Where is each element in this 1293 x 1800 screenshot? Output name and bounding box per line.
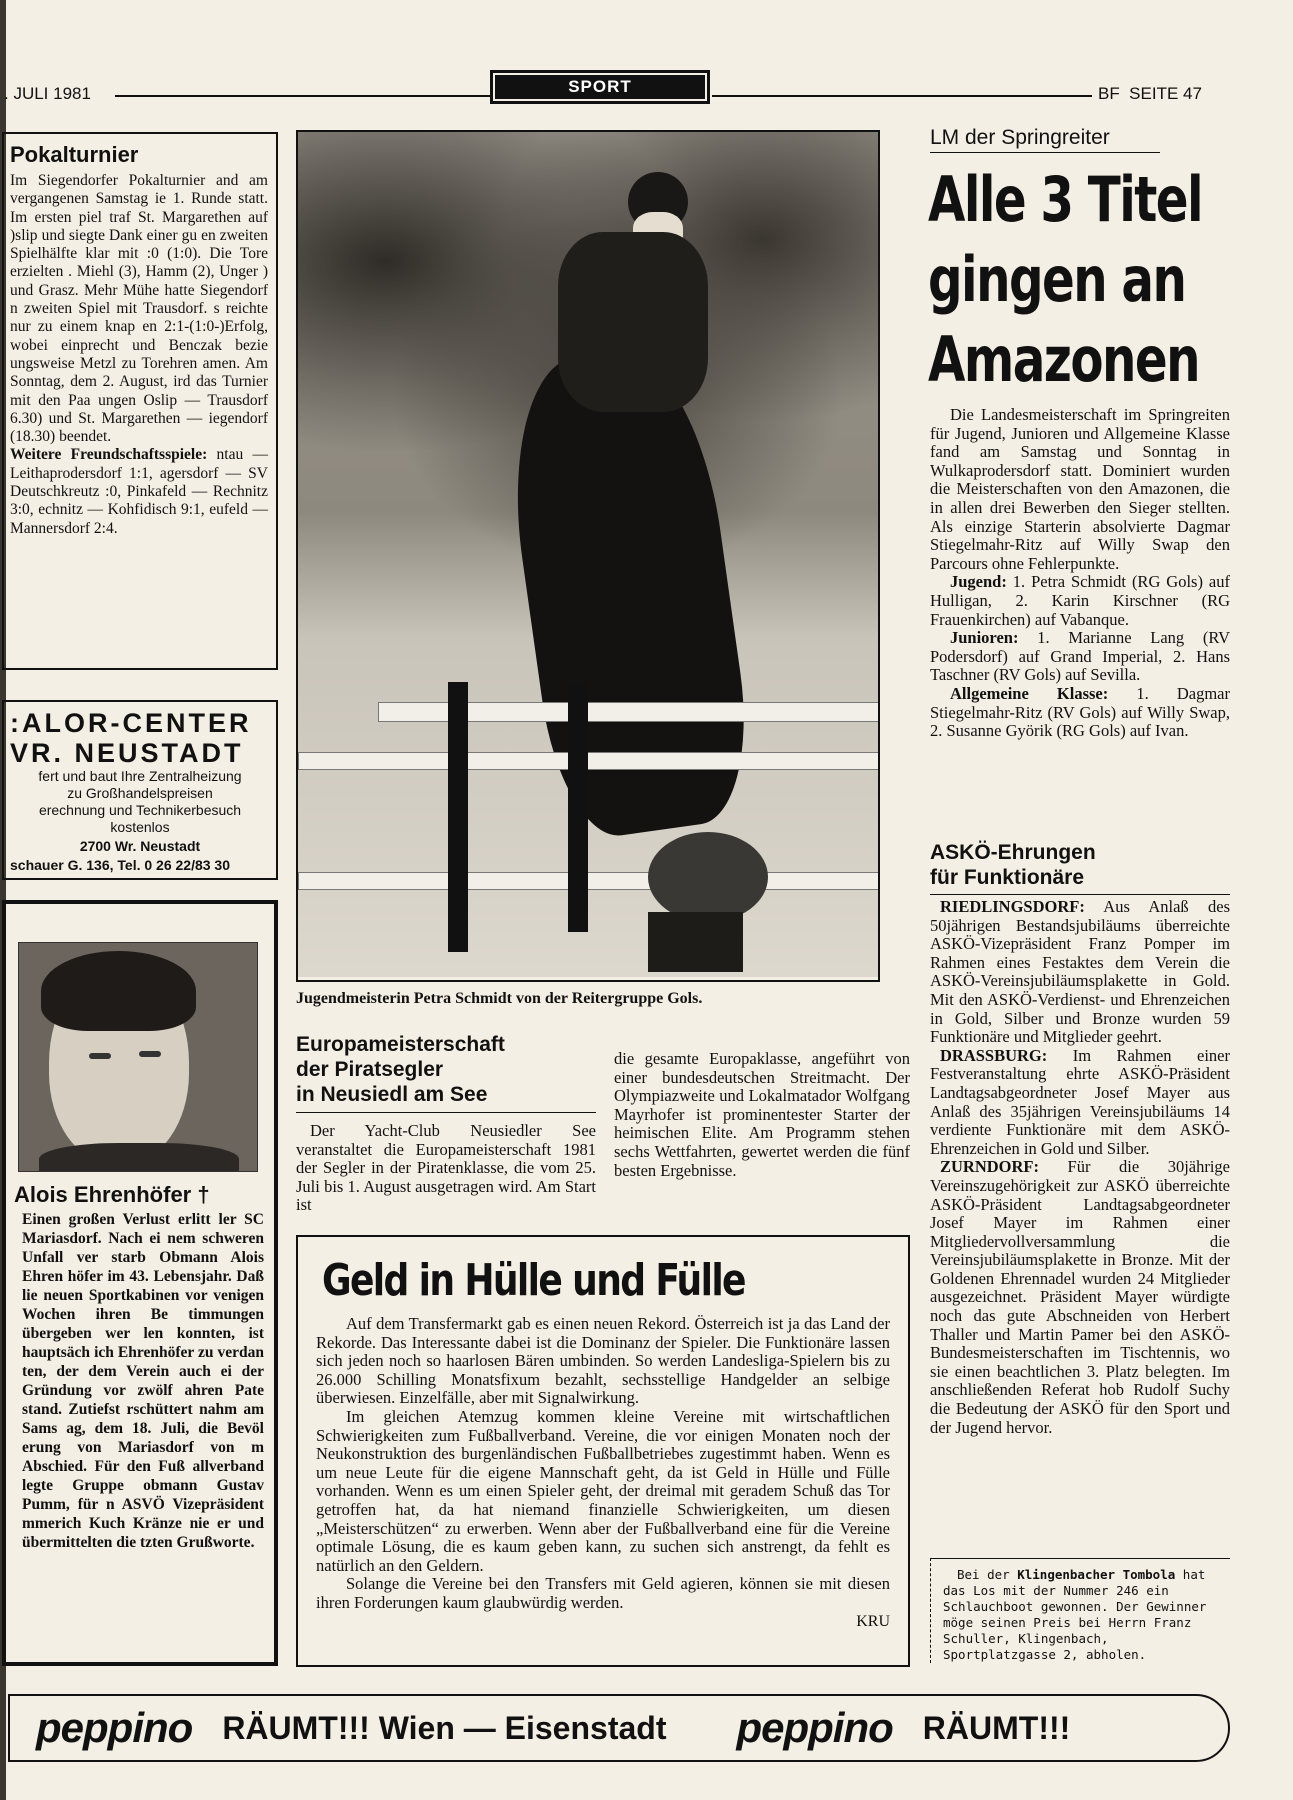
section-title: SPORT	[568, 77, 632, 96]
header-page: BF SEITE 47	[1098, 84, 1202, 103]
lm-headline-3: Amazonen	[928, 323, 1200, 396]
obituary-portrait	[18, 942, 258, 1172]
euro-title-line: der Piratsegler	[296, 1058, 444, 1081]
photo-frame	[296, 130, 880, 982]
header-date: . JULI 1981	[4, 84, 91, 103]
calor-line: fert und baut Ihre Zentralheizung	[38, 768, 242, 784]
calor-ad	[2, 700, 278, 880]
askoe-riedlingsdorf-label: RIEDLINGSDORF:	[940, 897, 1085, 916]
lm-p1: Die Landesmeisterschaft im Springreiten für Jugend, Junioren und Allgemeine Klasse fand am Samstag und Sonntag in Wulkaprodersdorf statt. Dominiert wurden die Meisterschaften von den Amazonen, die in allen drei Bewerben den Sieger stellten. Als einzige Starterin absolvierte Dagmar Stiegelmahr-Ritz auf Willy Swap den Parcours ohne Fehlerpunkte.	[930, 405, 1230, 573]
tombola-notice	[930, 1558, 1230, 1663]
euro-col2: die gesamte Europaklasse, angeführt von einer bundesdeutschen Streitmacht. Der Olympiazweite und Lokalmatador Wolfgang Mayrhofer ist prominentester Starter der heimischen Elite. Am Programm stehen sechs Wettfahrten, gewertet werden die fünf besten Ergebnisse.	[614, 1049, 910, 1180]
pokal-text: Im Siegendorfer Pokalturnier and am vergangenen Samstag ie 1. Runde statt. Im ersten piel traf St. Margarethen auf )slip und siegte Dank einer gu en zweiten Spielhälfte klar mit :0 (1:0). Die Tore erzielten . Miehl (3), Hamm (2), Unger ) und Grasz. Mehr Mühe hatte Siegendorf n zweiten Spiel mit Trausdorf. s reichte nur zu einem knap en 2:1-(1:0-)Erfolg, wobei einprecht und Benczak bezie ungsweise Metzl zu Torehren amen. Am Sonntag, dem 2. August, ird das Turnier mit den Paa ungen Oslip — Trausdorf 6.30) und St. Margarethen — iegendorf (18.30) beendet.	[10, 172, 268, 446]
lm-allgemein	[930, 685, 1230, 741]
rider-photo	[298, 132, 878, 977]
lm-junioren-text: 1. Marianne Lang (RV Podersdorf) auf Grand Imperial, 2. Hans Taschner (RV Gols) auf Sevilla.	[930, 628, 1230, 685]
askoe-title	[930, 840, 1096, 890]
lm-headline-1: Alle 3 Titel	[928, 163, 1203, 236]
askoe-zurndorf-label: ZURNDORF:	[940, 1157, 1039, 1177]
lm-allgemein-label: Allgemeine Klasse:	[950, 683, 1109, 703]
obituary-box	[2, 900, 278, 1666]
obituary-title: Alois Ehrenhöfer †	[14, 1182, 210, 1207]
calor-phone: schauer G. 136, Tel. 0 26 22/83 30	[10, 857, 230, 873]
euro-title-line: in Neusiedl am See	[296, 1083, 488, 1106]
tombola-post: hat das Los mit der Nummer 246 ein Schlauchboot gewonnen. Der Gewinner möge seinen Preis bei Herrn Franz Schuller, Klingenbach, Sportplatzgasse 2, abholen.	[943, 1567, 1207, 1662]
euro-title	[296, 1032, 505, 1107]
pokal-more-text: ntau — Leithaprodersdorf 1:1, agersdorf — SV Deutschkreutz :0, Pinkafeld — Rechnitz 3:0, echnitz — Kohfidisch 9:1, eufeld — Mannersdorf 2:4.	[10, 446, 269, 537]
lm-junioren	[930, 629, 1230, 685]
geld-p1: Auf dem Transfermarkt gab es einen neuen Rekord. Österreich ist ja das Land der Rekorde. Das Interessante dabei ist die Dominanz der Spieler. Die Funktionäre lassen sich jeden noch so haarlosen Bären umbinden. So werden Landesliga-Spielern bis zu 26.000 Schilling Monatsfixum bezahlt, sechsstellige Handgelder an selbige überwiesen. Einzelfälle, aber mit Signalwirkung.	[316, 1314, 890, 1408]
geld-box	[296, 1235, 910, 1667]
lm-jugend-label: Jugend:	[950, 572, 1007, 592]
footer-ad-text: RÄUMT!!!	[922, 1709, 1071, 1746]
askoe-zurndorf-text: Für die 30jährige Vereinszugehörigkeit zur ASKÖ überreichte ASKÖ-Präsident Landtagsabgeordneter Josef Mayer im Rahmen einer Mitgliedervollversammlung die Vereinsjubiläumsplakette in Bronze. Mit der Goldenen Ehrennadel wurden 24 Mitglieder ausgezeichnet. Präsident Mayer würdigte noch das gute Abschneiden von Herbert Thaller und Martin Pamer bei den ASKÖ-Bundesmeisterschaften im Tischtennis, wo sie einen beachtlichen 3. Platz belegten. Im anschließenden Referat hob Rudolf Suchy die Bedeutung der ASKÖ für den Sport und der Jugend hervor.	[930, 1157, 1230, 1437]
calor-line: kostenlos	[110, 819, 170, 835]
askoe-riedlingsdorf	[930, 898, 1230, 1047]
calor-line: zu Großhandelspreisen	[67, 785, 213, 801]
askoe-drassburg-text: Im Rahmen einer Festveranstaltung ehrte ASKÖ-Präsident Landtagsabgeordneter Josef Mayer aus Anlaß des 35jährigen Vereinsjubiläums 14 verdiente Funktionäre mit dem ASKÖ-Ehrenzeichen in Gold und Silber.	[930, 1045, 1230, 1158]
photo-caption: Jugendmeisterin Petra Schmidt von der Reitergruppe Gols.	[296, 990, 703, 1007]
askoe-rule	[930, 894, 1230, 895]
peppino-logo: peppino	[736, 1704, 893, 1751]
tombola-pre: Bei der	[957, 1567, 1018, 1582]
calor-line: erechnung und Technikerbesuch	[38, 802, 242, 818]
geld-title: Geld in Hülle und Fülle	[322, 1255, 745, 1306]
askoe-zurndorf	[930, 1158, 1230, 1437]
pokal-more	[10, 446, 268, 537]
lm-kicker-rule	[930, 152, 1160, 153]
calor-city: VR. NEUSTADT	[10, 738, 244, 768]
calor-address: 2700 Wr. Neustadt	[79, 838, 201, 854]
obituary-text: Einen großen Verlust erlitt ler SC Mariasdorf. Nach ei nem schweren Unfall ver starb Obmann Alois Ehren höfer im 43. Lebensjahr. Daß lie neuen Sportkabinen vor venigen Wochen ihren Be timmungen übergeben wer len konnten, ist hauptsäch ich Ehrenhöfer zu verdan ten, der dem Verein auch ei der Gründung vor zwölf ahren Pate stand. Zutiefst rschüttert nahm am Sams ag, dem 18. Juli, die Bevöl erung von Mariasdorf von m Abschied. Für den Fuß allverband legte Gruppe obmann Gustav Pumm, für n ASVÖ Vizepräsident mmerich Kuch Kränze nie er und übermittelten die tzten Grußworte.	[22, 1211, 264, 1551]
geld-signature: KRU	[856, 1612, 890, 1630]
pokal-more-title: Weitere Freundschaftsspiele:	[10, 446, 208, 464]
geld-p2: Im gleichen Atemzug kommen kleine Vereine mit wirtschaftlichen Schwierigkeiten zum Fußballverband. Vereine, die vor einigen Monaten noch der Neukonstruktion des burgenländischen Fußballbetriebes zugestimmt haben. Wenn es um neue Leute für die eigene Mannschaft geht, da ist Geld in Hülle und Fülle vorhanden. Wenn es um einen Spieler geht, der dreimal mit geradem Schuß das Tor getroffen hat, da hat niemand finanzielle Schwierigkeiten, um diesen „Meisterschützen“ zu erwerben. Wenn aber der Fußballverband eine für die Vereine optimale Lösung, die es kaum geben kann, zu suchen sich anstrengt, da fehlt es natürlich an den Geldern.	[316, 1406, 890, 1575]
footer-ad-text: RÄUMT!!! Wien — Eisenstadt	[222, 1709, 667, 1746]
euro-col1: Der Yacht-Club Neusiedler See veranstaltet die Europameisterschaft 1981 der Segler in der Piratenklasse, die vom 25. Juli bis 1. August ausgetragen wird. Am Start ist	[296, 1121, 596, 1215]
lm-kicker: LM der Springreiter	[930, 126, 1110, 149]
pokal-box	[2, 132, 278, 670]
lm-jugend-text: 1. Petra Schmidt (RG Gols) auf Hulligan, 2. Karin Kirschner (RG Frauenkirchen) auf Vabanque.	[930, 572, 1230, 629]
askoe-drassburg-label: DRASSBURG:	[940, 1045, 1048, 1065]
section-banner	[490, 70, 710, 104]
tombola-bold: Klingenbacher Tombola	[1017, 1567, 1176, 1582]
askoe-title-line: für Funktionäre	[930, 866, 1085, 889]
askoe-title-line: ASKÖ-Ehrungen	[930, 841, 1096, 864]
lm-jugend	[930, 573, 1230, 629]
geld-p3: Solange die Vereine bei den Transfers mit Geld agieren, können sie mit diesen ihren Forderungen kaum glaubwürdig werden.	[316, 1574, 890, 1612]
lm-body	[930, 406, 1230, 741]
pokal-title: Pokalturnier	[10, 142, 139, 167]
header-rule-right	[712, 95, 1092, 97]
footer-ad	[8, 1694, 1230, 1762]
peppino-logo: peppino	[36, 1704, 193, 1751]
euro-title-line: Europameisterschaft	[296, 1033, 505, 1056]
calor-name: :ALOR-CENTER	[10, 708, 252, 738]
askoe-drassburg	[930, 1047, 1230, 1159]
lm-headline-2: gingen an	[928, 243, 1186, 316]
header-rule-left	[115, 95, 490, 97]
euro-rule	[296, 1112, 596, 1113]
lm-junioren-label: Junioren:	[950, 628, 1019, 648]
lm-allgemein-text: 1. Dagmar Stiegelmahr-Ritz (RV Gols) auf Willy Swap, 2. Susanne Györik (RG Gols) auf Ivan.	[930, 683, 1230, 741]
askoe-riedlingsdorf-text: Aus Anlaß des 50jährigen Bestandsjubiläums überreichte ASKÖ-Vizepräsident Franz Pomper im Rahmen eines Festaktes dem Verein die ASKÖ-Vereinsjubiläumsplakette in Gold. Mit den ASKÖ-Verdienst- und Ehrenzeichen in Gold, Silber und Bronze wurden 59 Funktionäre und Mitglieder geehrt.	[930, 897, 1230, 1047]
tombola-text	[943, 1567, 1224, 1663]
askoe-body	[930, 898, 1230, 1437]
